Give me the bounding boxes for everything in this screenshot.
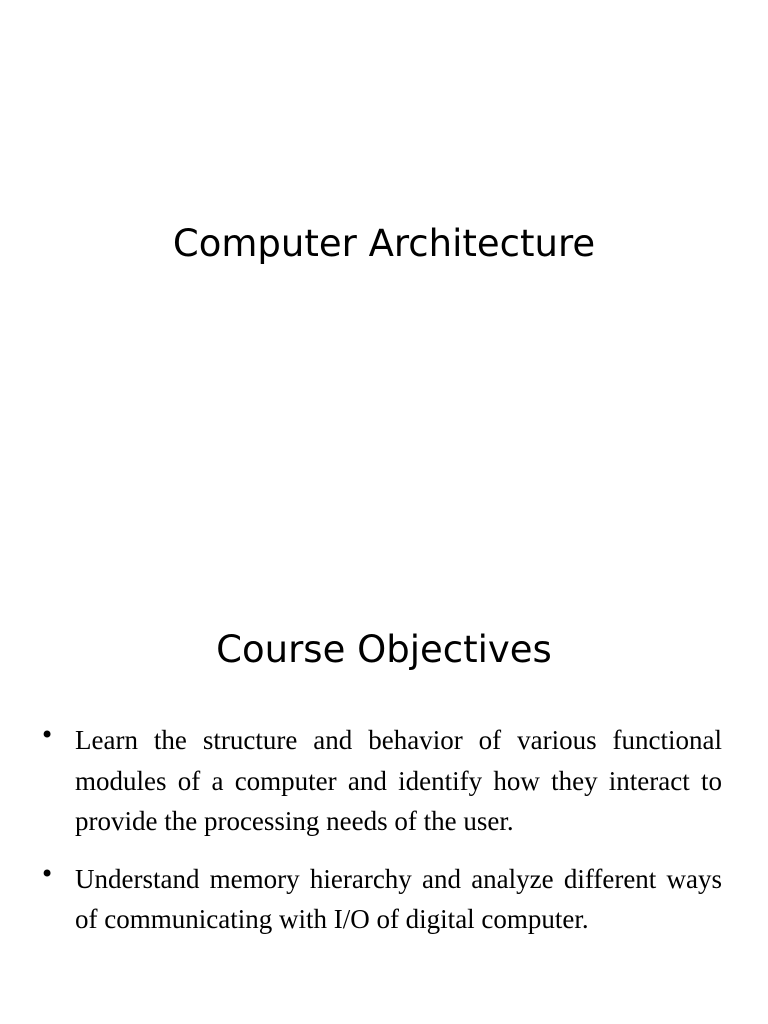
list-item: [40, 859, 722, 940]
slide-heading: Course Objectives: [216, 628, 552, 671]
list-item-text: Learn the structure and behavior of various functional modules of a computer and identify how they interact to provide the processing needs of the user.: [75, 725, 722, 836]
slide-title: Computer Architecture: [172, 222, 596, 265]
list-item-text: Understand memory hierarchy and analyze different ways of communicating with I/O of digital computer.: [75, 863, 722, 934]
bullet-icon: •: [40, 859, 55, 888]
list-item: [40, 720, 722, 842]
objectives-list: [40, 720, 722, 957]
slide-course-objectives: [0, 512, 768, 1024]
bullet-icon: •: [40, 721, 55, 749]
